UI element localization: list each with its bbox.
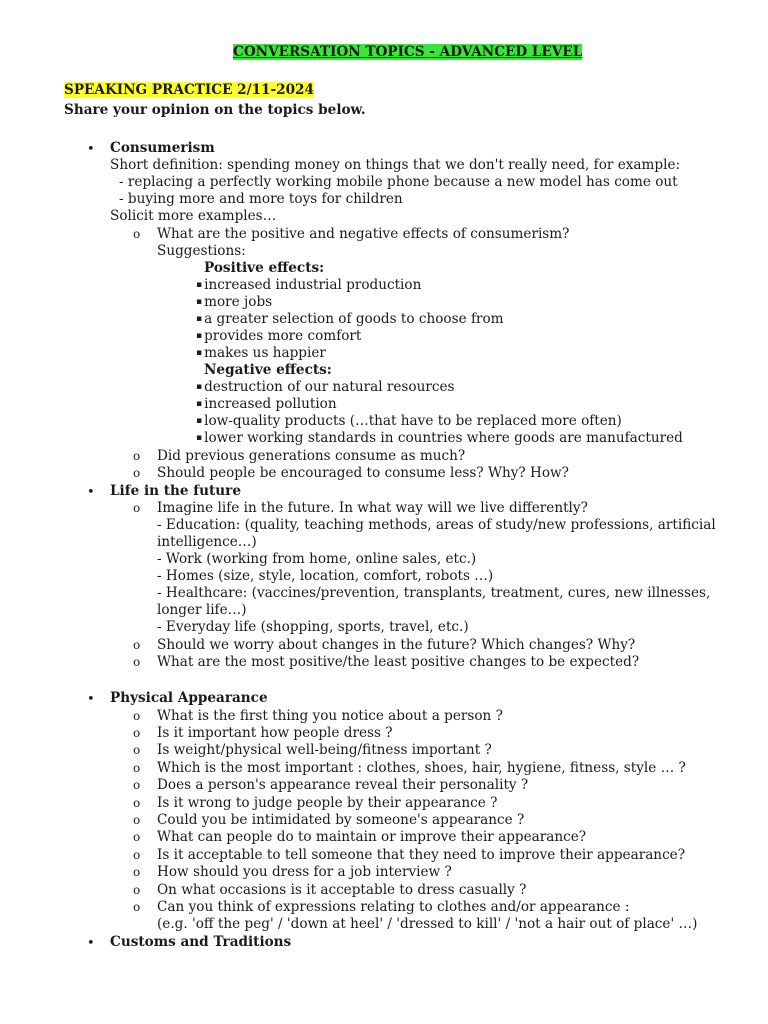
circle-bullet: o (133, 848, 141, 862)
positive-effect-item: ▪ a greater selection of goods to choose from (196, 311, 504, 327)
consumerism-heading: Consumerism (110, 140, 215, 156)
consumerism-solicit: Solicit more examples… (110, 208, 277, 224)
future-question-2: Should we worry about changes in the future? Which changes? Why? (157, 637, 636, 653)
circle-bullet: o (133, 865, 141, 879)
circle-bullet: o (133, 778, 141, 792)
bullet-customs: • (87, 936, 95, 951)
circle-bullet: o (133, 796, 141, 810)
future-sub-item: - Healthcare: (vaccines/prevention, transplants, treatment, cures, new illnesses, (157, 585, 711, 601)
consumerism-example-1: - replacing a perfectly working mobile phone because a new model has come out (119, 174, 678, 190)
title-text: CONVERSATION TOPICS - ADVANCED LEVEL (233, 44, 583, 60)
document-title (233, 44, 582, 61)
appearance-question: Is it wrong to judge people by their appearance ? (157, 795, 498, 811)
appearance-question: Does a person's appearance reveal their personality ? (157, 777, 529, 793)
appearance-question: What is the first thing you notice about a person ? (157, 708, 503, 724)
customs-heading: Customs and Traditions (110, 934, 292, 950)
future-question-1: Imagine life in the future. In what way will we live differently? (157, 500, 588, 516)
appearance-question: Could you be intimidated by someone's appearance ? (157, 812, 525, 828)
circle-bullet: o (133, 813, 141, 827)
circle-bullet: o (133, 501, 141, 515)
future-sub-item: - Everyday life (shopping, sports, travel, etc.) (157, 619, 469, 635)
consumerism-example-2: - buying more and more toys for children (119, 191, 403, 207)
bullet-appearance: • (87, 692, 95, 707)
negative-effect-item: ▪ lower working standards in countries where goods are manufactured (196, 430, 683, 446)
future-sub-item: longer life…) (157, 602, 247, 618)
consumerism-question-1: What are the positive and negative effects of consumerism? (157, 226, 570, 242)
positive-effect-item: ▪ provides more comfort (196, 328, 362, 344)
negative-effect-item: ▪ destruction of our natural resources (196, 379, 455, 395)
circle-bullet: o (133, 709, 141, 723)
future-sub-item: - Education: (quality, teaching methods, areas of study/new professions, artificial (157, 517, 716, 533)
appearance-question: How should you dress for a job interview ? (157, 864, 452, 880)
positive-effect-item: ▪ makes us happier (196, 345, 326, 361)
circle-bullet: o (133, 655, 141, 669)
positive-effect-item: ▪ increased industrial production (196, 277, 422, 293)
future-sub-item: - Homes (size, style, location, comfort, robots …) (157, 568, 494, 584)
circle-bullet: o (133, 900, 141, 914)
circle-bullet: o (133, 227, 141, 241)
circle-bullet: o (133, 638, 141, 652)
appearance-question: Which is the most important : clothes, shoes, hair, hygiene, fitness, style … ? (157, 760, 686, 776)
appearance-heading: Physical Appearance (110, 690, 268, 706)
future-question-3: What are the most positive/the least positive changes to be expected? (157, 654, 640, 670)
circle-bullet: o (133, 466, 141, 480)
future-sub-item: intelligence…) (157, 534, 257, 550)
consumerism-question-3: Should people be encouraged to consume less? Why? How? (157, 465, 569, 481)
appearance-question: What can people do to maintain or improve their appearance? (157, 829, 587, 845)
consumerism-question-2: Did previous generations consume as much? (157, 448, 466, 464)
appearance-question: Can you think of expressions relating to clothes and/or appearance : (157, 899, 630, 915)
appearance-question: On what occasions is it acceptable to dress casually ? (157, 882, 527, 898)
negative-effect-item: ▪ increased pollution (196, 396, 337, 412)
appearance-question: Is it acceptable to tell someone that they need to improve their appearance? (157, 847, 686, 863)
bullet-consumerism: • (87, 142, 95, 157)
future-sub-item: - Work (working from home, online sales, etc.) (157, 551, 477, 567)
appearance-question: Is weight/physical well-being/fitness important ? (157, 742, 492, 758)
consumerism-definition: Short definition: spending money on things that we don't really need, for example: (110, 157, 681, 173)
positive-effects-heading: Positive effects: (204, 260, 325, 276)
circle-bullet: o (133, 830, 141, 844)
circle-bullet: o (133, 743, 141, 757)
circle-bullet: o (133, 761, 141, 775)
circle-bullet: o (133, 449, 141, 463)
appearance-expressions: (e.g. 'off the peg' / 'down at heel' / 'dressed to kill' / 'not a hair out of place' …) (157, 916, 698, 932)
circle-bullet: o (133, 883, 141, 897)
bullet-future: • (87, 485, 95, 500)
speaking-practice-heading: SPEAKING PRACTICE 2/11-2024 (64, 82, 314, 98)
consumerism-suggestions: Suggestions: (157, 243, 246, 259)
negative-effect-item: ▪ low-quality products (…that have to be replaced more often) (196, 413, 622, 429)
intro-text: Share your opinion on the topics below. (64, 102, 366, 118)
positive-effect-item: ▪ more jobs (196, 294, 273, 310)
negative-effects-heading: Negative effects: (204, 362, 332, 378)
circle-bullet: o (133, 726, 141, 740)
appearance-question: Is it important how people dress ? (157, 725, 393, 741)
future-heading: Life in the future (110, 483, 241, 499)
